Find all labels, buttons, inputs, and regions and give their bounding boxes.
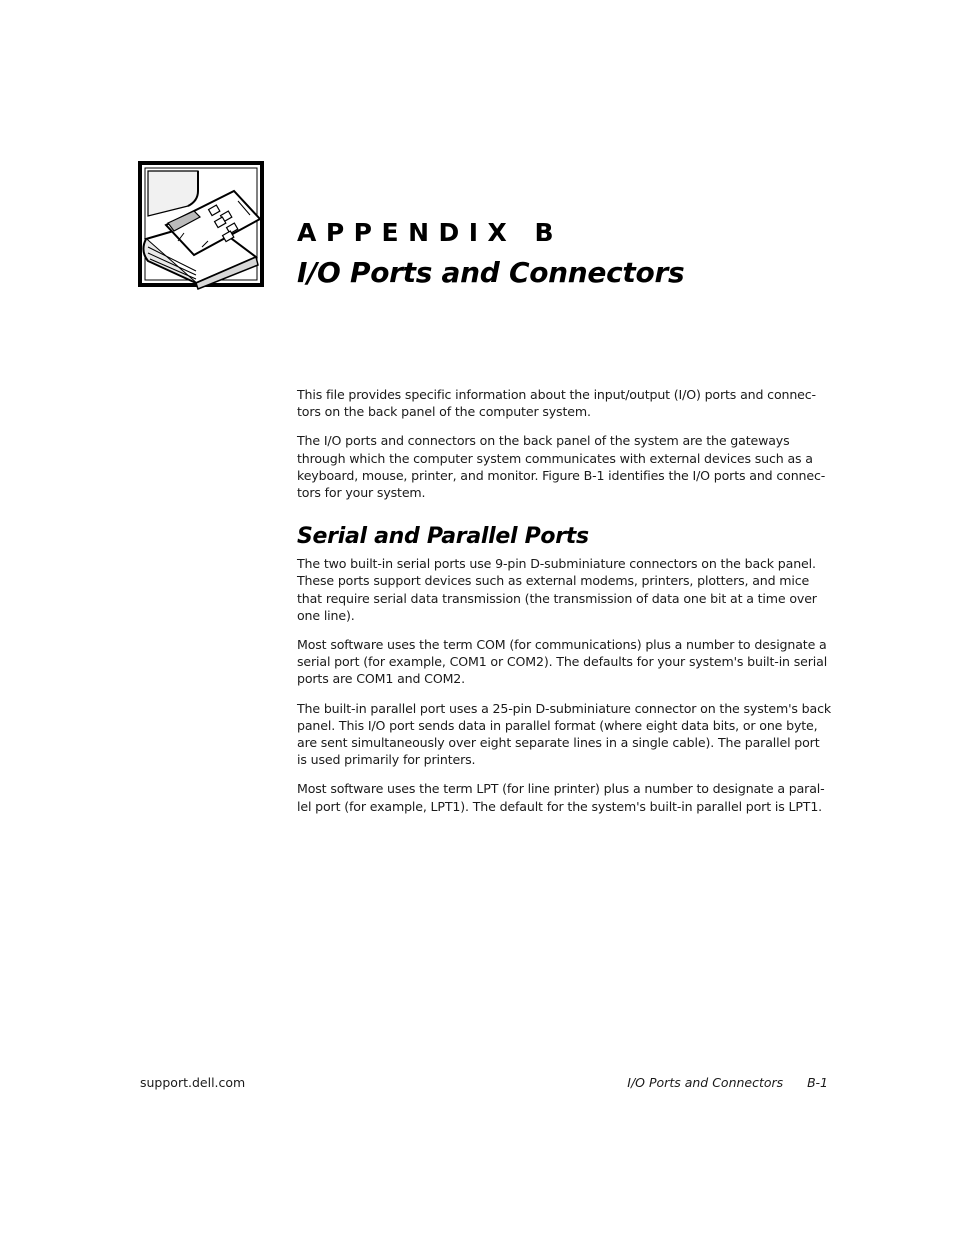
section-paragraph: The built-in parallel port uses a 25-pin D-subminiature connector on the system's back panel. This I/O port sends data in parallel format (where eight data bits, or one byte, are sent simultaneously over eight separate lines in a single cable). The parallel port is used primarily for printers. — [297, 700, 832, 768]
intro-paragraph: This file provides specific information about the input/output (I/O) ports and connec-tors on the back panel of the computer system. — [297, 387, 816, 420]
section-paragraph: Most software uses the term COM (for communications) plus a number to designate a serial port (for example, COM1 or COM2). The defaults for your system's built-in serial ports are COM1 and COM2. — [297, 637, 828, 687]
footer-website: support.dell.com — [140, 1075, 246, 1090]
appendix-label: APPENDIX B — [297, 218, 564, 247]
appendix-book-card-illustration — [138, 161, 266, 291]
page-number: B-1 — [807, 1075, 828, 1090]
section-heading: Serial and Parallel Ports — [297, 524, 589, 550]
footer-running-title — [627, 1075, 828, 1090]
main-content — [297, 386, 833, 827]
chapter-title: I/O Ports and Connectors — [297, 256, 685, 289]
section-paragraph: The two built-in serial ports use 9-pin D-subminiature connectors on the back panel. These ports support devices such as external modems, printers, plotters, and mice that require serial data transmission (the transmission of data one bit at a time over one line). — [297, 556, 817, 623]
section-paragraph: Most software uses the term LPT (for line printer) plus a number to designate a paral-lel port (for example, LPT1). The default for the system's built-in parallel port is LPT1. — [297, 781, 825, 814]
footer-chapter-title: I/O Ports and Connectors — [627, 1075, 784, 1090]
intro-paragraph: The I/O ports and connectors on the back panel of the system are the gateways through which the computer system communicates with external devices such as a keyboard, mouse, printer, and monitor. Figure B-1 identifies the I/O ports and connec-tors for your system. — [297, 433, 826, 501]
